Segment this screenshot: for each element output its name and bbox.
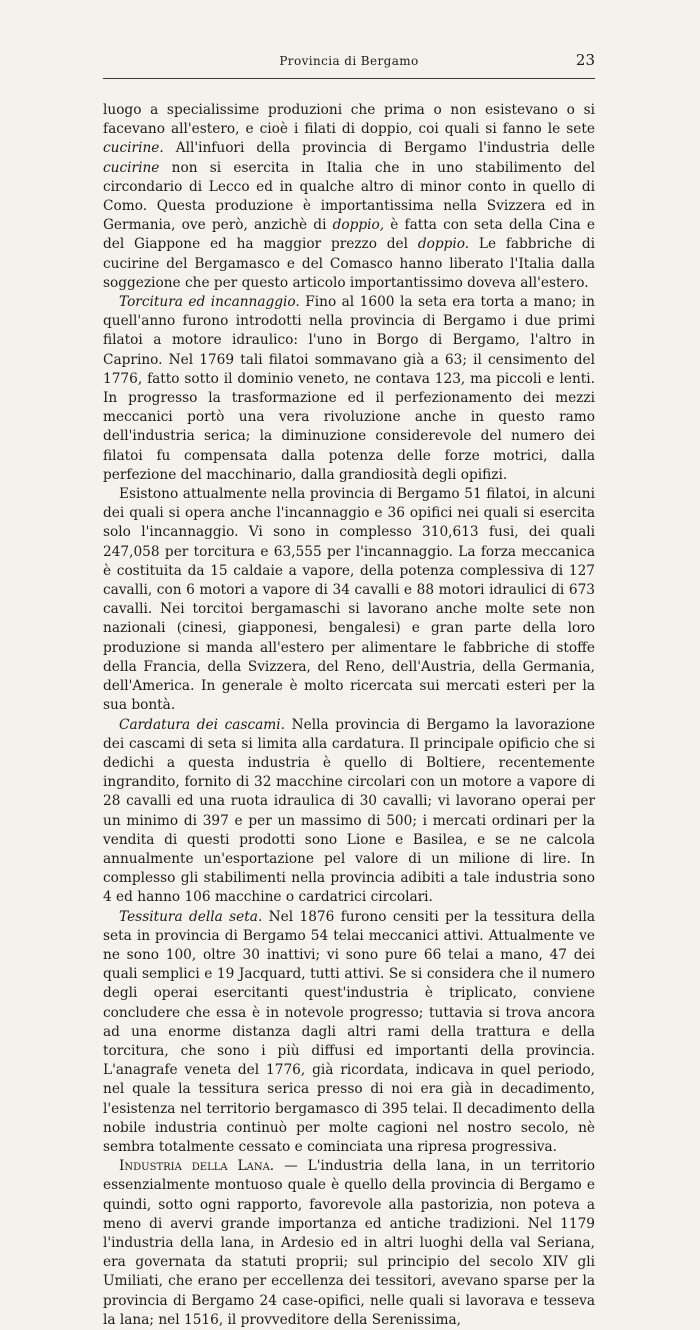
paragraph: [103, 485, 595, 715]
italic-run: Cardatura dei cascami.: [119, 716, 286, 733]
italic-run: doppio,: [332, 217, 385, 234]
running-title: Provincia di Bergamo: [279, 54, 419, 68]
body-text: [103, 101, 595, 1330]
italic-run: Tessitura della seta.: [119, 908, 263, 925]
text-run: All'infuori della provincia di Bergamo l'industria delle: [163, 140, 595, 157]
italic-run: cucirine: [103, 159, 160, 176]
page-header: [103, 50, 595, 72]
text-run: Le fabbriche di cucirine del Bergamasco e del Comasco hanno liberato l'Italia dalla soggezione che per questo articolo importantissimo doveva all'estero.: [103, 236, 595, 291]
header-rule: [103, 78, 595, 79]
page-number: 23: [575, 51, 595, 69]
text-run: Fino al 1600 la seta era torta a mano; in quell'anno furono introdotti nella provincia di Bergamo i due primi filatoi a motore idraulico: l'uno in Borgo di Bergamo, l'altro in Caprino. Nel 1769 tali filatoi sommavano già a 63; il censimento del 1776, fatto sotto il dominio veneto, ne contava 123, ma piccoli e lenti. In progresso la trasformazione ed il perfezionamento dei mezzi meccanici portò una vera rivoluzione anche in questo ramo dell'industria serica; la diminuzione considerevole del numero dei filatoi fu compensata dalla potenza delle forze motrici, dalla perfezione del macchinario, dalla grandiosità degli opifizi.: [103, 294, 595, 483]
paragraph: [103, 1157, 595, 1330]
text-run: luogo a specialissime produzioni che prima o non esistevano o si facevano all'estero, e cioè i filati di doppio, coi quali si fanno le sete: [103, 102, 595, 138]
italic-run: doppio.: [417, 236, 470, 253]
paragraph: [103, 716, 595, 908]
section-heading: Industria della Lana.: [119, 1158, 275, 1175]
paragraph: [103, 908, 595, 1158]
text-run: Nella provincia di Bergamo la lavorazione dei cascami di seta si limita alla cardatura. Il principale opificio che si dedichi a questa industria è quello di Boltiere, recentemente ingrandito, fornito di 32 macchine circolari con un motore a vapore di 28 cavalli ed una ruota idraulica di 30 cavalli; vi lavorano operai per un minimo di 397 e per un massimo di 500; i mercati ordinari per la vendita di questi prodotti sono Lione e Basilea, e se ne calcola annualmente un'esportazione pel valore di un milione di lire. In complesso gli stabilimenti nella provincia adibiti a tale industria sono 4 ed hanno 106 macchine o cardatrici circolari.: [103, 716, 595, 906]
text-run: — L'industria della lana, in un territorio essenzialmente montuoso quale è quello della provincia di Bergamo e quindi, sotto ogni rapporto, favorevole alla pastorizia, non poteva a meno di avervi grande importanza ed antiche tradizioni. Nel 1179 l'industria della lana, in Ardesio ed in altri luoghi della val Seriana, era governata da statuti proprii; sul principio del secolo XIV gli Umiliati, che erano per eccellenza dei tessitori, avevano sparse per la provincia di Bergamo 24 case-opifici, nelle quali si lavorava e tesseva la lana; nel 1516, il provveditore della Serenissima,: [103, 1158, 595, 1328]
paragraph: [103, 293, 595, 485]
text-run: non si esercita in Italia che in uno stabilimento del circondario di Lecco ed in qualche altro di minor conto in quello di Como. Questa produzione è importantissima nella Svizzera ed in Germania, ove però, anzichè di: [103, 159, 595, 234]
text-run: Nel 1876 furono censiti per la tessitura della seta in provincia di Bergamo 54 telai meccanici attivi. Attualmente ve ne sono 100, oltre 30 inattivi; vi sono pure 66 telai a mano, 47 dei quali semplici e 19 Jacquard, tutti attivi. Se si considera che il numero degli operai esercitanti quest'industria è triplicato, conviene concludere che essa è in notevole progresso; tuttavia si trova ancora ad una enorme distanza dagli altri rami della trattura e della torcitura, che sono i più diffusi ed importanti della provincia. L'anagrafe veneta del 1776, già ricordata, indicava in quel periodo, nel quale la tessitura serica presso di noi era già in decadimento, l'esistenza nel territorio bergamasco di 395 telai. Il decadimento della nobile industria continuò per molte cagioni nel nostro secolo, nè sembra totalmente cessato e cominciata una ripresa progressiva.: [103, 908, 595, 1155]
text-run: Esistono attualmente nella provincia di Bergamo 51 filatoi, in alcuni dei quali si opera anche l'incannaggio e 36 opifici nei quali si esercita solo l'incannaggio. Vi sono in complesso 310,613 fusi, dei quali 247,058 per torcitura e 63,555 per l'incannaggio. La forza meccanica è costituita da 15 caldaie a vapore, della potenza complessiva di 127 cavalli, con 6 motori a vapore di 34 cavalli e 88 motori idraulici di 673 cavalli. Nei torcitoi bergamaschi si lavorano anche molte sete non nazionali (cinesi, giapponesi, bengalesi) e gran parte della loro produzione si manda all'estero per alimentare le fabbriche di stoffe della Francia, della Svizzera, del Reno, dell'Austria, della Germania, dell'America. In generale è molto ricercata sui mercati esteri per la sua bontà.: [103, 486, 595, 714]
italic-run: Torcitura ed incannaggio.: [119, 294, 300, 311]
paragraph: [103, 101, 595, 293]
italic-run: cucirine.: [103, 140, 164, 157]
text-run: è fatta con seta della Cina e del Giappone ed ha maggior prezzo del: [103, 217, 596, 253]
